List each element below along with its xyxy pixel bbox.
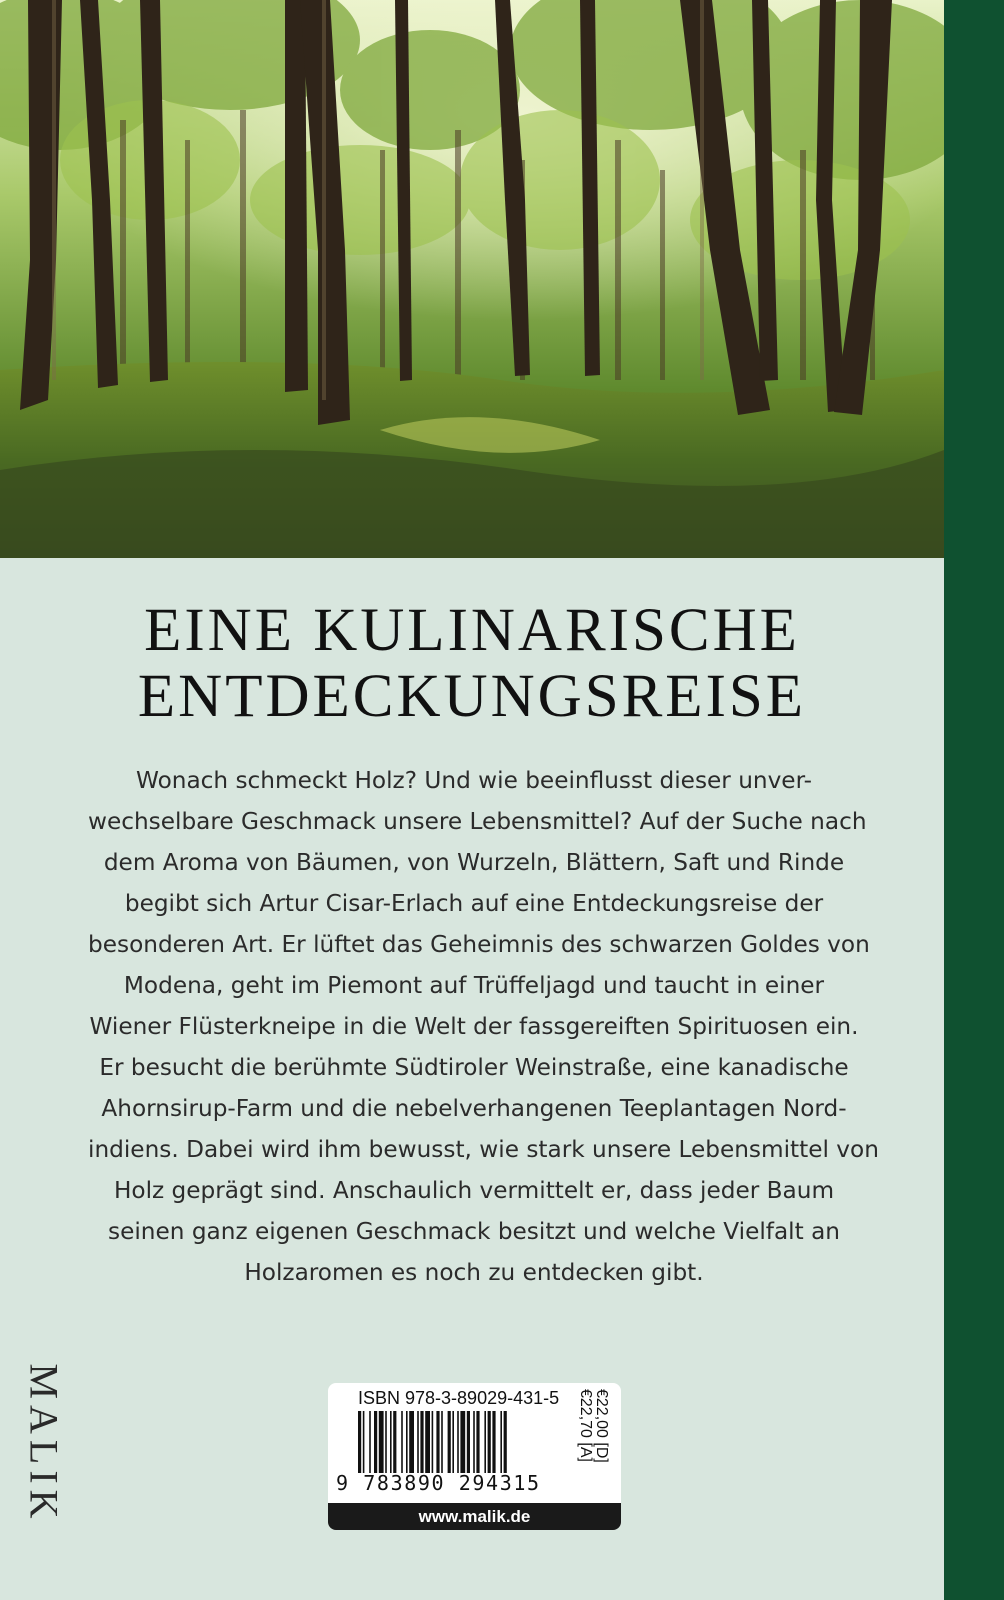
- barcode-stripe: [379, 1411, 384, 1473]
- blurb-line: wechselbare Geschmack unsere Lebensmittel? Auf der Suche nach: [88, 808, 867, 835]
- blurb-line: dem Aroma von Bäumen, von Wurzeln, Blättern, Saft und Rinde: [103, 849, 845, 876]
- barcode-stripe: [457, 1411, 459, 1473]
- isbn-text: ISBN 978-3-89029-431-5: [358, 1388, 560, 1408]
- blurb-text: [88, 760, 879, 1293]
- price-austria: €22,70 [A]: [577, 1389, 594, 1462]
- barcode-stripe: [488, 1411, 491, 1473]
- headline: [0, 598, 944, 730]
- blurb-line: Modena, geht im Piemont auf Trüffeljagd und taucht in einer: [123, 972, 825, 999]
- barcode-stripe: [504, 1411, 507, 1473]
- barcode-icon: [358, 1411, 578, 1473]
- barcode-stripe: [393, 1411, 396, 1473]
- barcode-stripe: [363, 1411, 365, 1473]
- headline-line-2: ENTDECKUNGSREISE: [137, 663, 807, 730]
- barcode-stripe: [441, 1411, 443, 1473]
- headline-line-1: EINE KULINARISCHE: [144, 597, 800, 664]
- blurb-line: begibt sich Artur Cisar-Erlach auf eine Entdeckungsreise der: [124, 890, 824, 917]
- barcode-stripe: [406, 1411, 408, 1473]
- barcode-stripe: [484, 1411, 486, 1473]
- ean-number: 9 783890 294315: [336, 1471, 541, 1495]
- barcode-stripe: [409, 1411, 414, 1473]
- publisher-website: www.malik.de: [328, 1503, 621, 1530]
- barcode-stripe: [452, 1411, 454, 1473]
- barcode-stripe: [401, 1411, 403, 1473]
- barcode-stripe: [417, 1411, 419, 1473]
- barcode-label: [328, 1383, 621, 1530]
- barcode-stripe: [425, 1411, 430, 1473]
- blurb-line: Holzaromen es noch zu entdecken gibt.: [244, 1259, 704, 1286]
- publisher-name: MALIK: [21, 1363, 67, 1525]
- barcode-stripe: [500, 1411, 502, 1473]
- spine-edge: [944, 0, 1004, 1600]
- barcode-stripe: [432, 1411, 434, 1473]
- barcode-stripe: [473, 1411, 475, 1473]
- barcode-stripe: [420, 1411, 423, 1473]
- publisher-logo: [21, 1358, 67, 1530]
- barcode-stripe: [436, 1411, 439, 1473]
- barcode-stripe: [390, 1411, 392, 1473]
- blurb-line: Er besucht die berühmte Südtiroler Weinstraße, eine kanadische: [99, 1054, 849, 1081]
- barcode-stripe: [385, 1411, 387, 1473]
- barcode-stripe: [358, 1411, 361, 1473]
- barcode-stripe: [467, 1411, 470, 1473]
- barcode-stripe: [369, 1411, 371, 1473]
- blurb-line: Holz geprägt sind. Anschaulich vermittelt er, dass jeder Baum: [113, 1177, 835, 1204]
- blurb-line: indiens. Dabei wird ihm bewusst, wie stark unsere Lebensmittel von: [88, 1136, 879, 1163]
- blurb-line: besonderen Art. Er lüftet das Geheimnis des schwarzen Goldes von: [88, 931, 870, 958]
- blurb-line: Ahornsirup-Farm und die nebelverhangenen Teeplantagen Nord-: [101, 1095, 847, 1122]
- barcode-stripe: [492, 1411, 495, 1473]
- blurb-line: Wiener Flüsterkneipe in die Welt der fassgereiften Spirituosen ein.: [89, 1013, 859, 1040]
- barcode-stripe: [476, 1411, 479, 1473]
- price-germany: €22,00 [D]: [593, 1389, 610, 1463]
- barcode-stripe: [460, 1411, 465, 1473]
- blurb-line: seinen ganz eigenen Geschmack besitzt und welche Vielfalt an: [108, 1218, 840, 1245]
- blurb-line: Wonach schmeckt Holz? Und wie beeinflusst dieser unver-: [136, 767, 812, 794]
- forest-photo: [0, 0, 944, 558]
- price-block: [577, 1389, 616, 1497]
- barcode-stripe: [374, 1411, 377, 1473]
- barcode-stripe: [448, 1411, 451, 1473]
